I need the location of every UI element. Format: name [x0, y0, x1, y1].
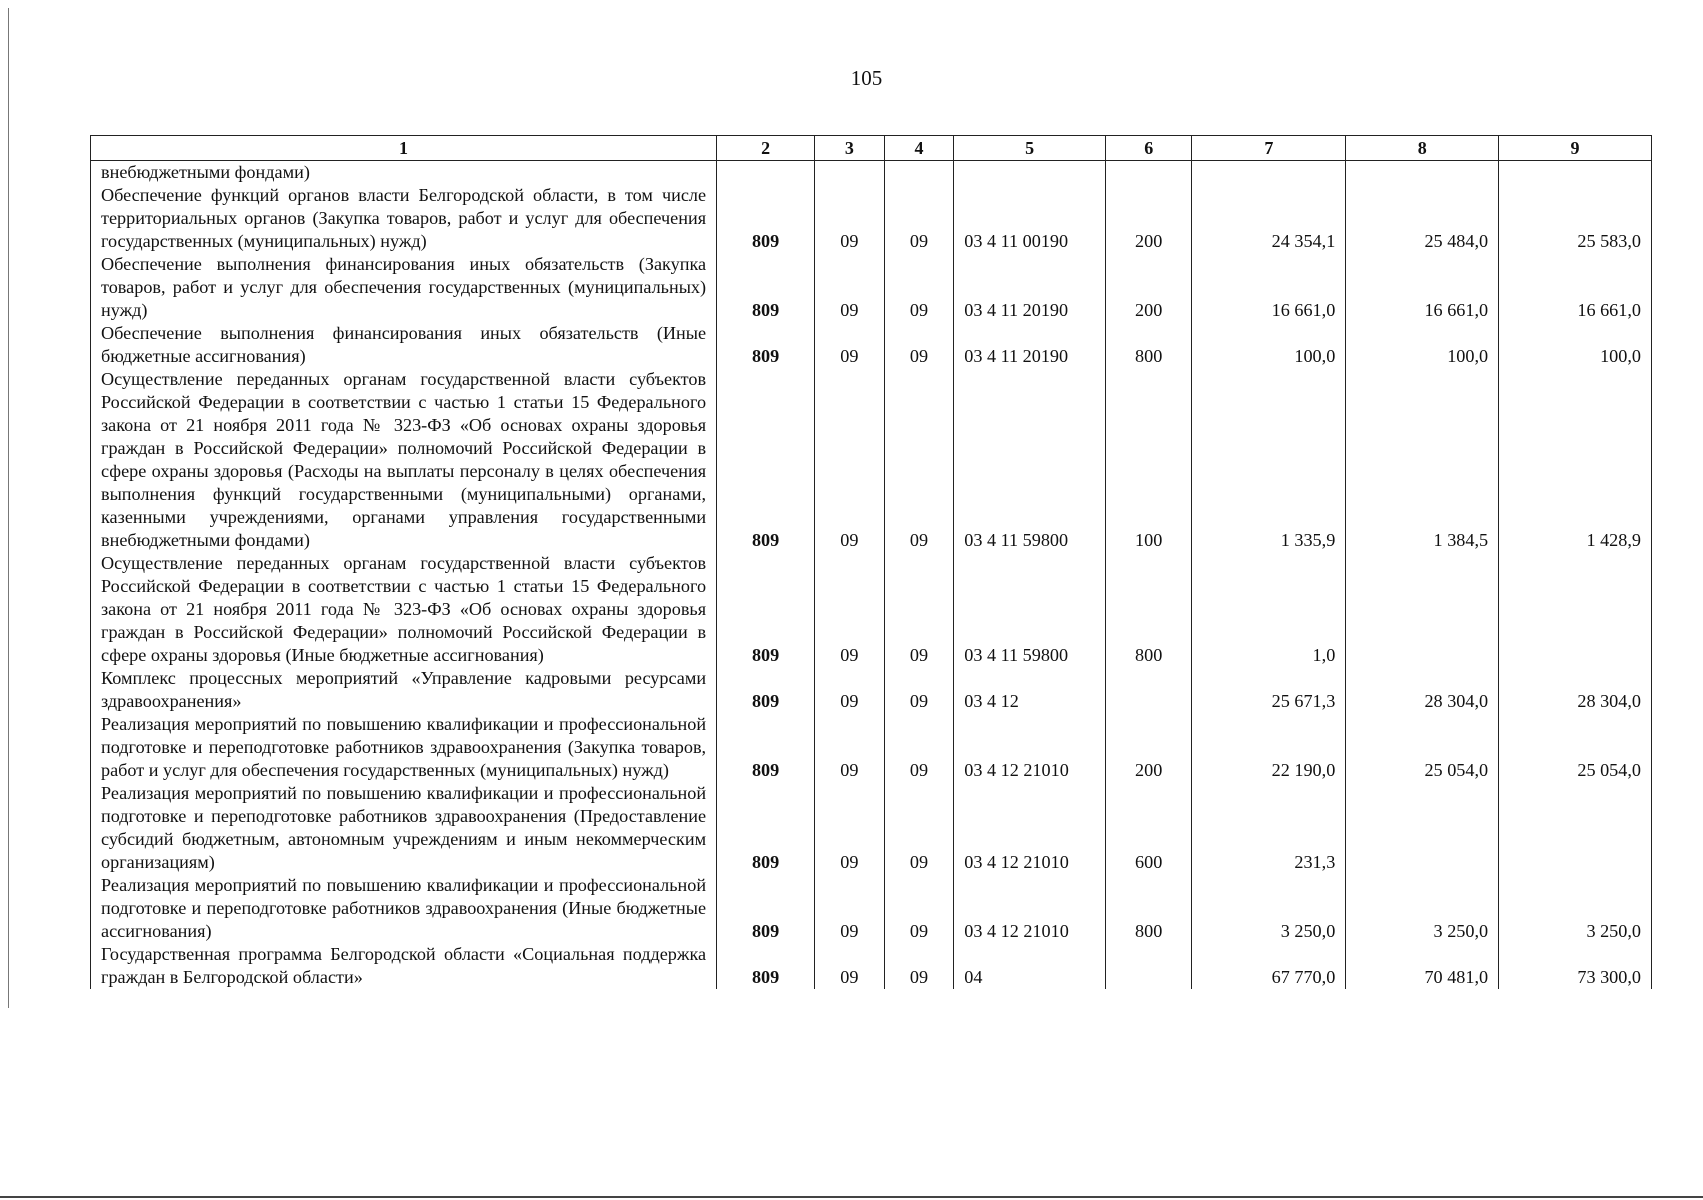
row-ministry-code: 809 [717, 782, 815, 874]
row-subsection-code: 09 [884, 253, 954, 322]
table-row [91, 253, 1652, 322]
row-amount-year2: 25 054,0 [1346, 713, 1499, 782]
row-target-article: 03 4 11 00190 [954, 184, 1106, 253]
scan-left-edge-line [8, 8, 9, 1008]
header-col-8: 8 [1346, 136, 1499, 161]
row-amount-year3: 3 250,0 [1499, 874, 1652, 943]
row-ministry-code: 809 [717, 713, 815, 782]
row-target-article: 03 4 11 59800 [954, 552, 1106, 667]
row-description: Обеспечение функций органов власти Белгородской области, в том числе территориальных органов (Закупка товаров, работ и услуг для обеспечения государственных (муниципальных) нужд) [91, 184, 717, 253]
row-description: Обеспечение выполнения финансирования иных обязательств (Иные бюджетные ассигнования) [91, 322, 717, 368]
header-col-3: 3 [815, 136, 885, 161]
row-section-code: 09 [815, 322, 885, 368]
row-amount-year1: 231,3 [1192, 782, 1346, 874]
row-amount-year1: 25 671,3 [1192, 667, 1346, 713]
row-expense-type: 800 [1105, 322, 1191, 368]
row-amount-year1: 1 335,9 [1192, 368, 1346, 552]
table-row [91, 552, 1652, 667]
row-amount-year2: 16 661,0 [1346, 253, 1499, 322]
row-subsection-code: 09 [884, 713, 954, 782]
row-description: Осуществление переданных органам государственной власти субъектов Российской Федерации в соответствии с частью 1 статьи 15 Федерального закона от 21 ноября 2011 года № 323-ФЗ «Об основах охраны здоровья граждан в Российской Федерации» полномочий Российской Федерации в сфере охраны здоровья (Иные бюджетные ассигнования) [91, 552, 717, 667]
row-ministry-code: 809 [717, 552, 815, 667]
row-subsection-code: 09 [884, 667, 954, 713]
row-amount-year1: 100,0 [1192, 322, 1346, 368]
row-section-code: 09 [815, 667, 885, 713]
row-section-code: 09 [815, 253, 885, 322]
row-target-article: 03 4 12 [954, 667, 1106, 713]
row-description: Реализация мероприятий по повышению квалификации и профессиональной подготовке и переподготовке работников здравоохранения (Иные бюджетные ассигнования) [91, 874, 717, 943]
row-section-code [815, 161, 885, 185]
row-description: внебюджетными фондами) [91, 161, 717, 185]
row-target-article: 03 4 12 21010 [954, 874, 1106, 943]
row-amount-year1: 1,0 [1192, 552, 1346, 667]
row-expense-type: 800 [1105, 874, 1191, 943]
row-amount-year1: 24 354,1 [1192, 184, 1346, 253]
header-col-4: 4 [884, 136, 954, 161]
row-amount-year2 [1346, 552, 1499, 667]
row-target-article [954, 161, 1106, 185]
row-target-article: 03 4 12 21010 [954, 782, 1106, 874]
row-description: Комплекс процессных мероприятий «Управление кадровыми ресурсами здравоохранения» [91, 667, 717, 713]
row-expense-type [1105, 943, 1191, 989]
row-subsection-code [884, 161, 954, 185]
row-amount-year2 [1346, 782, 1499, 874]
table-row [91, 874, 1652, 943]
row-amount-year3: 25 583,0 [1499, 184, 1652, 253]
row-section-code: 09 [815, 552, 885, 667]
header-col-1: 1 [91, 136, 717, 161]
row-section-code: 09 [815, 713, 885, 782]
row-subsection-code: 09 [884, 943, 954, 989]
row-expense-type [1105, 161, 1191, 185]
row-amount-year3 [1499, 782, 1652, 874]
row-ministry-code: 809 [717, 184, 815, 253]
row-expense-type [1105, 667, 1191, 713]
table-row [91, 943, 1652, 989]
row-description: Реализация мероприятий по повышению квалификации и профессиональной подготовке и переподготовке работников здравоохранения (Закупка товаров, работ и услуг для обеспечения государственных (муниципальных) нужд) [91, 713, 717, 782]
header-col-7: 7 [1192, 136, 1346, 161]
row-amount-year3: 16 661,0 [1499, 253, 1652, 322]
row-expense-type: 200 [1105, 253, 1191, 322]
row-description: Реализация мероприятий по повышению квалификации и профессиональной подготовке и переподготовке работников здравоохранения (Предоставление субсидий бюджетным, автономным учреждениям и иным некоммерческим организациям) [91, 782, 717, 874]
row-amount-year1: 67 770,0 [1192, 943, 1346, 989]
row-ministry-code [717, 161, 815, 185]
row-amount-year1: 22 190,0 [1192, 713, 1346, 782]
row-expense-type: 200 [1105, 184, 1191, 253]
row-amount-year2: 100,0 [1346, 322, 1499, 368]
table-row [91, 667, 1652, 713]
row-amount-year2: 70 481,0 [1346, 943, 1499, 989]
row-ministry-code: 809 [717, 368, 815, 552]
row-section-code: 09 [815, 368, 885, 552]
row-description: Обеспечение выполнения финансирования иных обязательств (Закупка товаров, работ и услуг для обеспечения государственных (муниципальных) нужд) [91, 253, 717, 322]
row-amount-year3 [1499, 552, 1652, 667]
row-section-code: 09 [815, 943, 885, 989]
row-subsection-code: 09 [884, 782, 954, 874]
row-amount-year3: 100,0 [1499, 322, 1652, 368]
row-expense-type: 800 [1105, 552, 1191, 667]
row-amount-year1: 16 661,0 [1192, 253, 1346, 322]
row-amount-year2: 25 484,0 [1346, 184, 1499, 253]
table-body [91, 161, 1652, 990]
row-subsection-code: 09 [884, 184, 954, 253]
scan-bottom-edge-line [0, 1196, 1703, 1198]
row-ministry-code: 809 [717, 667, 815, 713]
header-row [91, 136, 1652, 161]
row-amount-year2 [1346, 161, 1499, 185]
row-description: Осуществление переданных органам государственной власти субъектов Российской Федерации в соответствии с частью 1 статьи 15 Федерального закона от 21 ноября 2011 года № 323-ФЗ «Об основах охраны здоровья граждан в Российской Федерации» полномочий Российской Федерации в сфере охраны здоровья (Расходы на выплаты персоналу в целях обеспечения выполнения функций государственными (муниципальными) органами, казенными учреждениями, органами управления государственными внебюджетными фондами) [91, 368, 717, 552]
table-row [91, 368, 1652, 552]
row-amount-year1: 3 250,0 [1192, 874, 1346, 943]
header-col-6: 6 [1105, 136, 1191, 161]
row-amount-year3: 28 304,0 [1499, 667, 1652, 713]
row-expense-type: 100 [1105, 368, 1191, 552]
row-section-code: 09 [815, 782, 885, 874]
header-col-5: 5 [954, 136, 1106, 161]
row-amount-year2: 1 384,5 [1346, 368, 1499, 552]
row-amount-year3 [1499, 161, 1652, 185]
table-row [91, 782, 1652, 874]
row-subsection-code: 09 [884, 552, 954, 667]
row-ministry-code: 809 [717, 943, 815, 989]
row-description: Государственная программа Белгородской области «Социальная поддержка граждан в Белгородской области» [91, 943, 717, 989]
row-ministry-code: 809 [717, 874, 815, 943]
row-ministry-code: 809 [717, 322, 815, 368]
row-section-code: 09 [815, 184, 885, 253]
table-row [91, 322, 1652, 368]
row-section-code: 09 [815, 874, 885, 943]
row-ministry-code: 809 [717, 253, 815, 322]
row-amount-year3: 25 054,0 [1499, 713, 1652, 782]
row-amount-year1 [1192, 161, 1346, 185]
row-amount-year2: 28 304,0 [1346, 667, 1499, 713]
row-target-article: 03 4 11 59800 [954, 368, 1106, 552]
row-expense-type: 200 [1105, 713, 1191, 782]
row-subsection-code: 09 [884, 322, 954, 368]
row-amount-year3: 1 428,9 [1499, 368, 1652, 552]
row-amount-year3: 73 300,0 [1499, 943, 1652, 989]
table-row [91, 184, 1652, 253]
table-row [91, 161, 1652, 185]
row-target-article: 03 4 11 20190 [954, 253, 1106, 322]
header-col-9: 9 [1499, 136, 1652, 161]
budget-table [90, 135, 1652, 989]
row-amount-year2: 3 250,0 [1346, 874, 1499, 943]
row-target-article: 03 4 12 21010 [954, 713, 1106, 782]
row-subsection-code: 09 [884, 874, 954, 943]
row-expense-type: 600 [1105, 782, 1191, 874]
row-subsection-code: 09 [884, 368, 954, 552]
page-number: 105 [850, 66, 883, 90]
row-target-article: 04 [954, 943, 1106, 989]
header-col-2: 2 [717, 136, 815, 161]
table-row [91, 713, 1652, 782]
row-target-article: 03 4 11 20190 [954, 322, 1106, 368]
